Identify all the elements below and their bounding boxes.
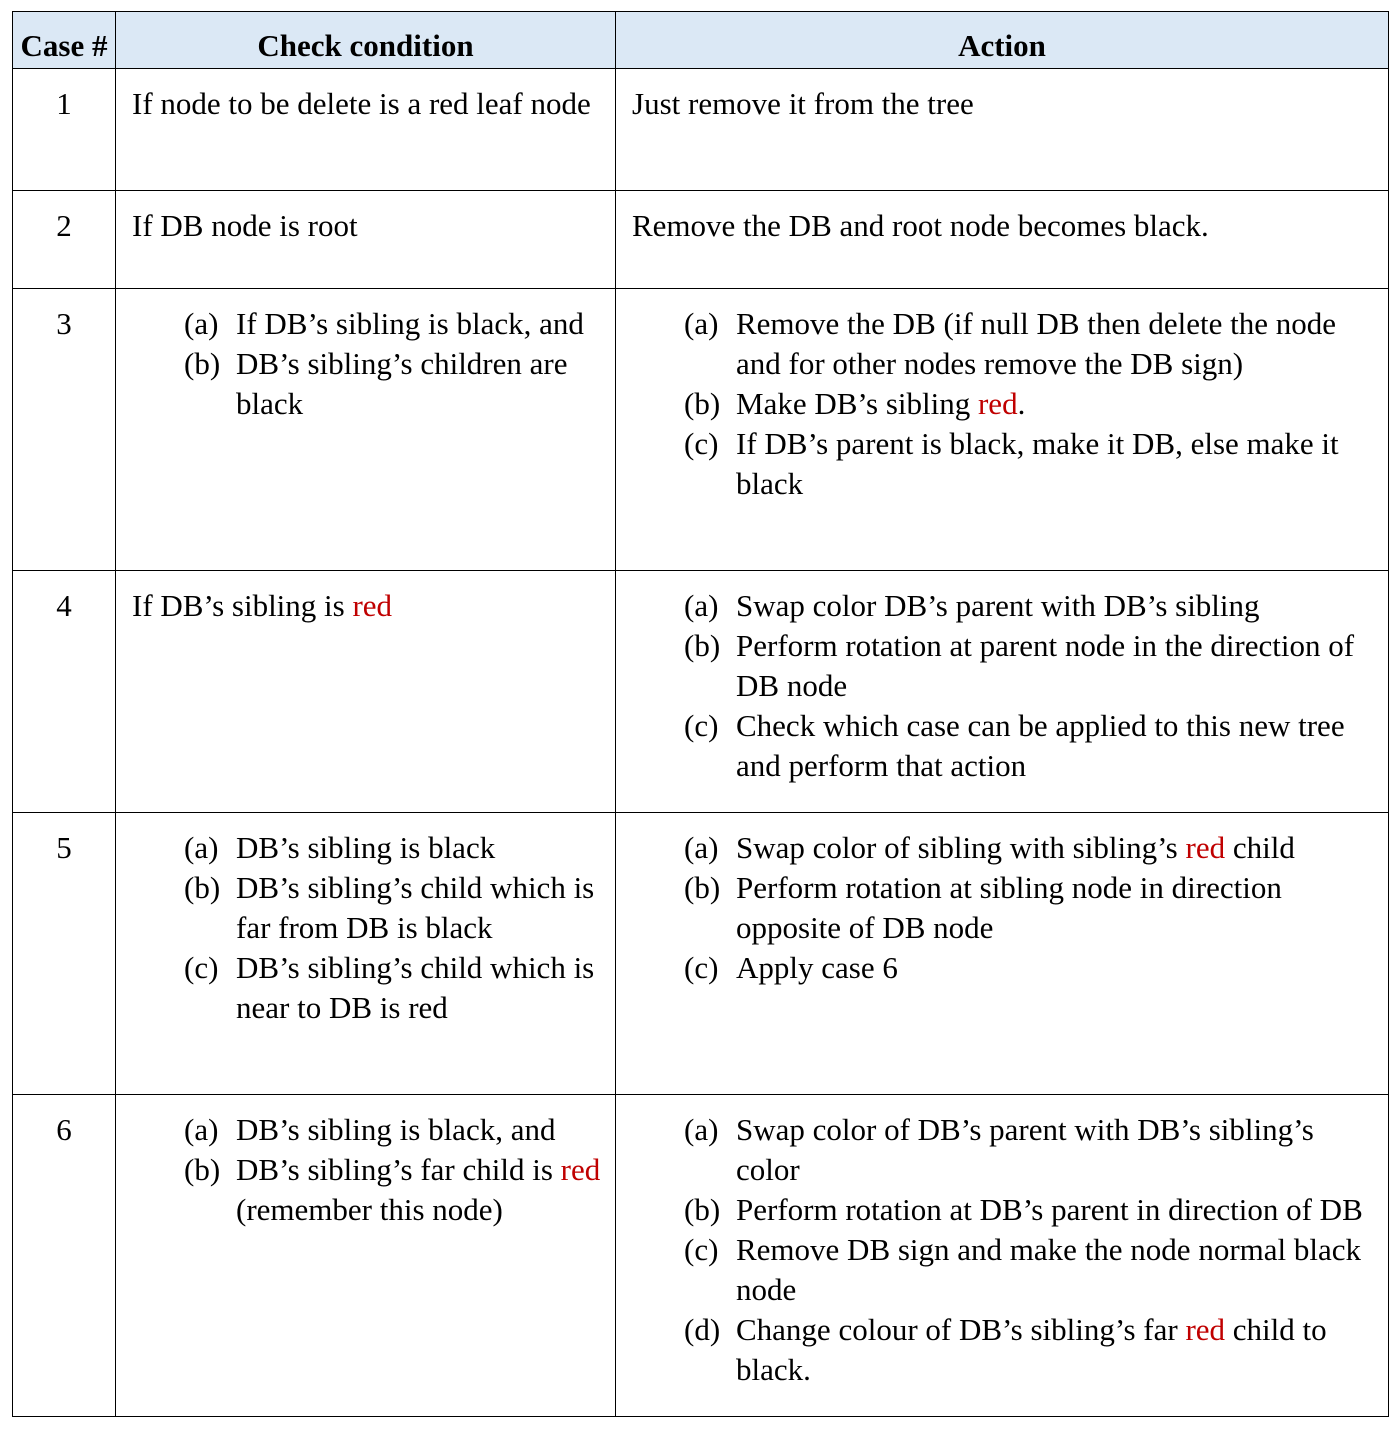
check-condition	[116, 813, 616, 1095]
action	[616, 1095, 1389, 1417]
action: Just remove it from the tree	[616, 69, 1389, 191]
red-word: red	[1185, 830, 1226, 865]
case-number: 5	[13, 813, 116, 1095]
red-word: red	[977, 386, 1018, 421]
list-item: (a) Swap color of sibling with sibling’s red child	[684, 830, 1295, 865]
table-row	[13, 571, 1389, 813]
list-item: (b) DB’s sibling’s far child is red (remember this node)	[184, 1152, 601, 1227]
list-item: (b) Make DB’s sibling red.	[684, 386, 1026, 421]
list-item: (c) Check which case can be applied to this new tree and perform that action	[684, 708, 1345, 783]
header-row	[13, 12, 1389, 69]
deletion-cases-table	[12, 11, 1389, 1417]
table-row	[13, 69, 1389, 191]
action	[616, 571, 1389, 813]
check-condition: If DB node is root	[116, 191, 616, 289]
red-word: red	[352, 588, 393, 623]
table-row	[13, 1095, 1389, 1417]
case-number: 4	[13, 571, 116, 813]
list-item: (c) If DB’s parent is black, make it DB, else make it black	[684, 426, 1339, 501]
check-condition: If node to be delete is a red leaf node	[116, 69, 616, 191]
case-number: 2	[13, 191, 116, 289]
table-row	[13, 289, 1389, 571]
list-item: (d) Change colour of DB’s sibling’s far red child to black.	[684, 1312, 1327, 1387]
list-item: (c) Remove DB sign and make the node normal black node	[684, 1232, 1362, 1307]
case-number: 6	[13, 1095, 116, 1417]
check-condition	[116, 1095, 616, 1417]
list-item: (a) Swap color of DB’s parent with DB’s sibling’s color	[684, 1112, 1314, 1187]
list-item: (a) Remove the DB (if null DB then delete the node and for other nodes remove the DB sign)	[684, 306, 1337, 381]
list-item: (a) If DB’s sibling is black, and	[184, 306, 584, 341]
table-row	[13, 191, 1389, 289]
check-condition: If DB’s sibling is red	[116, 571, 616, 813]
list-item: (b) Perform rotation at sibling node in direction opposite of DB node	[684, 870, 1282, 945]
header-case: Case #	[13, 12, 116, 69]
red-word: red	[1185, 1312, 1226, 1347]
list-item: (a) DB’s sibling is black, and	[184, 1112, 556, 1147]
header-condition: Check condition	[116, 12, 616, 69]
list-item: (b) Perform rotation at parent node in the direction of DB node	[684, 628, 1355, 703]
case-number: 3	[13, 289, 116, 571]
red-word: red	[560, 1152, 601, 1187]
list-item: (c) DB’s sibling’s child which is near to DB is red	[184, 950, 595, 1025]
list-item: (b) Perform rotation at DB’s parent in direction of DB	[684, 1192, 1363, 1227]
list-item: (a) Swap color DB’s parent with DB’s sibling	[684, 588, 1260, 623]
list-item: (b) DB’s sibling’s children are black	[184, 346, 568, 421]
check-condition	[116, 289, 616, 571]
header-action: Action	[616, 12, 1389, 69]
action	[616, 813, 1389, 1095]
table-row	[13, 813, 1389, 1095]
list-item: (b) DB’s sibling’s child which is far from DB is black	[184, 870, 595, 945]
action	[616, 289, 1389, 571]
list-item: (a) DB’s sibling is black	[184, 830, 496, 865]
case-number: 1	[13, 69, 116, 191]
list-item: (c) Apply case 6	[684, 950, 898, 985]
action: Remove the DB and root node becomes black.	[616, 191, 1389, 289]
